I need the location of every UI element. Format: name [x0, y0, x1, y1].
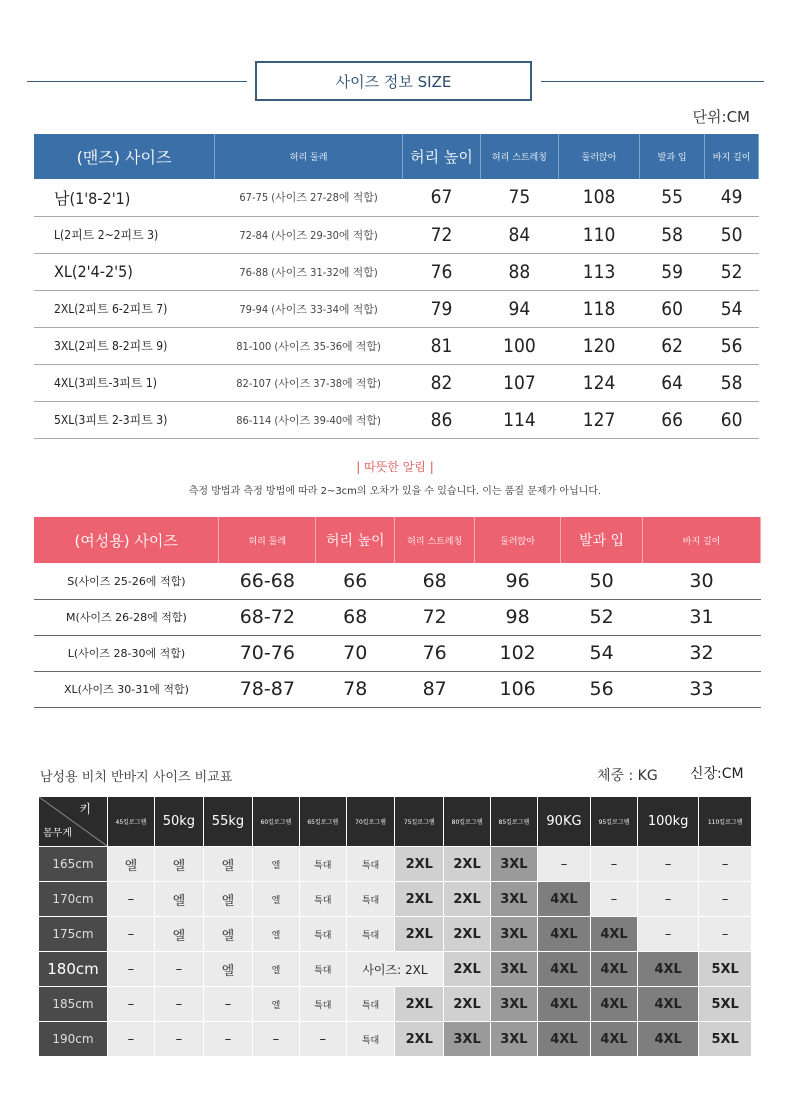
men-cell: 100: [480, 327, 558, 364]
men-cell: 54: [705, 290, 759, 327]
men-cell: 94: [480, 290, 558, 327]
size-cell: –: [591, 882, 637, 916]
table-row: [34, 290, 759, 327]
size-cell: 엘: [204, 952, 252, 986]
size-cell: –: [108, 1022, 154, 1056]
women-cell: S(사이즈 25-26에 적합): [34, 563, 219, 599]
size-cell: 4XL: [591, 1022, 637, 1056]
table-row: [39, 952, 751, 986]
size-cell: 4XL: [538, 917, 590, 951]
table-row: [34, 216, 759, 253]
size-cell: 4XL: [538, 882, 590, 916]
size-cell: –: [538, 847, 590, 881]
men-cell: 79: [403, 290, 481, 327]
size-cell: 엘: [204, 882, 252, 916]
size-cell: 엘: [253, 882, 299, 916]
size-cell: 2XL: [444, 847, 490, 881]
size-cell: –: [253, 1022, 299, 1056]
grid-corner: [39, 797, 107, 846]
height-row-header: 190cm: [39, 1022, 107, 1056]
title-line-left: [27, 81, 247, 82]
weight-unit-label: 체중 : KG: [597, 768, 658, 784]
size-cell: 엘: [253, 952, 299, 986]
women-cell: 52: [561, 599, 643, 635]
women-cell: 50: [561, 563, 643, 599]
size-cell: –: [300, 1022, 346, 1056]
men-cell: 118: [559, 290, 640, 327]
men-cell: 76: [403, 253, 481, 290]
size-cell: –: [638, 917, 698, 951]
men-cell: 113: [559, 253, 640, 290]
women-header-cell: 허리 둘레: [219, 517, 316, 563]
notice-text: 측정 방법과 측정 방법에 따라 2~3cm의 오차가 있을 수 있습니다. 이는 품질 문제가 아닙니다.: [188, 486, 602, 497]
size-cell: 2XL: [444, 882, 490, 916]
men-cell: 127: [559, 401, 640, 438]
height-row-header: 175cm: [39, 917, 107, 951]
size-cell: 사이즈: 2XL: [347, 952, 443, 986]
men-cell: 3XL(2피트 8-2피트 9): [34, 327, 215, 364]
men-cell: 108: [559, 179, 640, 216]
height-unit-label: 신장:CM: [690, 766, 744, 782]
men-cell: 52: [705, 253, 759, 290]
size-comparison-grid: [38, 796, 752, 1057]
men-cell: 66: [640, 401, 705, 438]
men-header-cell: 발과 입: [640, 134, 705, 179]
women-cell: 78: [316, 671, 395, 707]
size-cell: 엘: [253, 987, 299, 1021]
size-cell: 2XL: [395, 917, 443, 951]
men-cell: 58: [705, 364, 759, 401]
corner-height-label: 키: [79, 802, 91, 816]
women-cell: 32: [643, 635, 761, 671]
size-cell: 4XL: [591, 952, 637, 986]
men-cell: XL(2'4-2'5): [34, 253, 215, 290]
weight-column-header: 50kg: [155, 797, 203, 846]
weight-column-header: 45킬로그램: [108, 797, 154, 846]
men-cell: 88: [480, 253, 558, 290]
size-cell: 4XL: [638, 1022, 698, 1056]
men-cell: 50: [705, 216, 759, 253]
women-cell: 102: [475, 635, 561, 671]
table-row: [39, 917, 751, 951]
women-cell: 66: [316, 563, 395, 599]
size-cell: 3XL: [491, 847, 537, 881]
size-cell: 4XL: [538, 987, 590, 1021]
men-cell: 82-107 (사이즈 37-38에 적합): [215, 364, 403, 401]
size-cell: 엘: [155, 882, 203, 916]
men-cell: 72: [403, 216, 481, 253]
women-header-cell: 허리 스트레칭: [395, 517, 475, 563]
size-cell: –: [108, 917, 154, 951]
weight-column-header: 85킬로그램: [491, 797, 537, 846]
men-cell: 84: [480, 216, 558, 253]
women-cell: 70-76: [219, 635, 316, 671]
table-row: [39, 987, 751, 1021]
women-cell: 96: [475, 563, 561, 599]
men-cell: 82: [403, 364, 481, 401]
men-cell: 76-88 (사이즈 31-32에 적합): [215, 253, 403, 290]
size-cell: 엘: [204, 917, 252, 951]
women-cell: 31: [643, 599, 761, 635]
women-cell: XL(사이즈 30-31에 적합): [34, 671, 219, 707]
size-cell: 4XL: [591, 917, 637, 951]
men-cell: 56: [705, 327, 759, 364]
men-cell: 107: [480, 364, 558, 401]
size-cell: 엘: [155, 917, 203, 951]
women-cell: 30: [643, 563, 761, 599]
size-cell: 특대: [347, 1022, 395, 1056]
men-cell: 86-114 (사이즈 39-40에 적합): [215, 401, 403, 438]
men-cell: 114: [480, 401, 558, 438]
weight-column-header: 110킬로그램: [699, 797, 751, 846]
women-cell: 68-72: [219, 599, 316, 635]
men-header-cell: 허리 스트레칭: [480, 134, 558, 179]
men-cell: 5XL(3피트 2-3피트 3): [34, 401, 215, 438]
table-row: [34, 364, 759, 401]
size-cell: 3XL: [491, 917, 537, 951]
men-header-cell: (맨즈) 사이즈: [34, 134, 215, 179]
women-cell: 68: [316, 599, 395, 635]
women-cell: 98: [475, 599, 561, 635]
women-cell: 56: [561, 671, 643, 707]
men-cell: 81: [403, 327, 481, 364]
men-cell: 60: [640, 290, 705, 327]
weight-column-header: 65킬로그램: [300, 797, 346, 846]
size-cell: 2XL: [444, 952, 490, 986]
table-row: [39, 882, 751, 916]
size-cell: 5XL: [699, 1022, 751, 1056]
table-row: [34, 401, 759, 438]
size-cell: 4XL: [638, 987, 698, 1021]
weight-column-header: 70킬로그램: [347, 797, 395, 846]
unit-label: 단위:CM: [692, 108, 750, 126]
size-cell: 3XL: [491, 952, 537, 986]
weight-column-header: 55kg: [204, 797, 252, 846]
men-cell: 49: [705, 179, 759, 216]
weight-column-header: 100kg: [638, 797, 698, 846]
men-header-cell: 허리 둘레: [215, 134, 403, 179]
women-header-cell: 허리 높이: [316, 517, 395, 563]
size-cell: 3XL: [444, 1022, 490, 1056]
men-cell: 72-84 (사이즈 29-30에 적합): [215, 216, 403, 253]
table-row: [34, 599, 761, 635]
men-cell: 62: [640, 327, 705, 364]
height-row-header: 185cm: [39, 987, 107, 1021]
men-cell: 60: [705, 401, 759, 438]
women-cell: L(사이즈 28-30에 적합): [34, 635, 219, 671]
size-cell: 특대: [347, 917, 395, 951]
height-row-header: 165cm: [39, 847, 107, 881]
women-cell: 70: [316, 635, 395, 671]
size-cell: –: [638, 882, 698, 916]
size-cell: 특대: [300, 952, 346, 986]
table-row: [34, 635, 761, 671]
size-cell: 특대: [347, 987, 395, 1021]
size-cell: 3XL: [491, 882, 537, 916]
size-cell: –: [155, 952, 203, 986]
women-cell: 78-87: [219, 671, 316, 707]
men-header-cell: 허리 높이: [403, 134, 481, 179]
size-cell: 특대: [347, 847, 395, 881]
women-cell: 66-68: [219, 563, 316, 599]
men-cell: 4XL(3피트-3피트 1): [34, 364, 215, 401]
size-cell: –: [204, 987, 252, 1021]
size-cell: 특대: [300, 847, 346, 881]
size-cell: –: [204, 1022, 252, 1056]
size-cell: 4XL: [591, 987, 637, 1021]
size-cell: –: [699, 847, 751, 881]
men-cell: 67: [403, 179, 481, 216]
table-row: [39, 1022, 751, 1056]
women-header-cell: (여성용) 사이즈: [34, 517, 219, 563]
weight-column-header: 80킬로그램: [444, 797, 490, 846]
women-cell: 33: [643, 671, 761, 707]
table-row: [34, 253, 759, 290]
size-cell: 2XL: [395, 1022, 443, 1056]
men-header-cell: 둘러앉아: [559, 134, 640, 179]
men-cell: 79-94 (사이즈 33-34에 적합): [215, 290, 403, 327]
men-cell: 64: [640, 364, 705, 401]
size-cell: 특대: [300, 987, 346, 1021]
men-cell: 55: [640, 179, 705, 216]
men-cell: 75: [480, 179, 558, 216]
size-cell: 2XL: [395, 882, 443, 916]
size-cell: 2XL: [395, 847, 443, 881]
women-cell: 54: [561, 635, 643, 671]
size-cell: –: [699, 917, 751, 951]
size-cell: –: [108, 882, 154, 916]
size-cell: 엘: [253, 847, 299, 881]
comparison-title: 남성용 비치 반바지 사이즈 비교표: [40, 770, 233, 785]
men-cell: 58: [640, 216, 705, 253]
size-cell: 엘: [204, 847, 252, 881]
table-row: [34, 671, 761, 707]
women-cell: 87: [395, 671, 475, 707]
women-cell: 68: [395, 563, 475, 599]
size-cell: 2XL: [395, 987, 443, 1021]
notice-title: | 따뜻한 알림 |: [356, 460, 434, 474]
size-cell: –: [108, 952, 154, 986]
size-cell: 특대: [347, 882, 395, 916]
size-cell: 5XL: [699, 987, 751, 1021]
weight-column-header: 60킬로그램: [253, 797, 299, 846]
size-cell: 3XL: [491, 987, 537, 1021]
weight-column-header: 90KG: [538, 797, 590, 846]
women-size-table: [34, 517, 761, 708]
women-header-cell: 둘러앉아: [475, 517, 561, 563]
size-cell: –: [699, 882, 751, 916]
size-cell: 특대: [300, 882, 346, 916]
men-cell: L(2피트 2~2피트 3): [34, 216, 215, 253]
size-cell: 4XL: [538, 952, 590, 986]
title-line-right: [541, 81, 764, 82]
men-cell: 59: [640, 253, 705, 290]
table-row: [39, 847, 751, 881]
women-header-cell: 발과 입: [561, 517, 643, 563]
size-cell: –: [108, 987, 154, 1021]
size-cell: 5XL: [699, 952, 751, 986]
men-cell: 124: [559, 364, 640, 401]
corner-weight-label: 몸무게: [43, 828, 72, 839]
table-row: [34, 179, 759, 216]
men-header-cell: 바지 길이: [705, 134, 759, 179]
size-cell: 2XL: [444, 987, 490, 1021]
men-cell: 남(1'8-2'1): [34, 179, 215, 216]
size-cell: 4XL: [638, 952, 698, 986]
men-cell: 67-75 (사이즈 27-28에 적합): [215, 179, 403, 216]
height-row-header: 180cm: [39, 952, 107, 986]
men-cell: 2XL(2피트 6-2피트 7): [34, 290, 215, 327]
size-cell: 엘: [155, 847, 203, 881]
size-cell: –: [591, 847, 637, 881]
men-cell: 110: [559, 216, 640, 253]
size-cell: –: [155, 987, 203, 1021]
men-cell: 120: [559, 327, 640, 364]
men-size-table: [34, 134, 759, 439]
size-cell: 엘: [253, 917, 299, 951]
women-cell: 106: [475, 671, 561, 707]
women-header-cell: 바지 길이: [643, 517, 761, 563]
women-cell: 76: [395, 635, 475, 671]
table-row: [34, 327, 759, 364]
women-cell: M(사이즈 26-28에 적합): [34, 599, 219, 635]
size-cell: 4XL: [538, 1022, 590, 1056]
size-cell: –: [638, 847, 698, 881]
size-cell: 특대: [300, 917, 346, 951]
size-cell: 2XL: [444, 917, 490, 951]
height-row-header: 170cm: [39, 882, 107, 916]
size-cell: –: [155, 1022, 203, 1056]
size-cell: 엘: [108, 847, 154, 881]
women-cell: 72: [395, 599, 475, 635]
men-cell: 81-100 (사이즈 35-36에 적합): [215, 327, 403, 364]
weight-column-header: 75킬로그램: [395, 797, 443, 846]
weight-column-header: 95킬로그램: [591, 797, 637, 846]
men-cell: 86: [403, 401, 481, 438]
size-cell: 3XL: [491, 1022, 537, 1056]
page-title: 사이즈 정보 SIZE: [255, 61, 532, 101]
table-row: [34, 563, 761, 599]
